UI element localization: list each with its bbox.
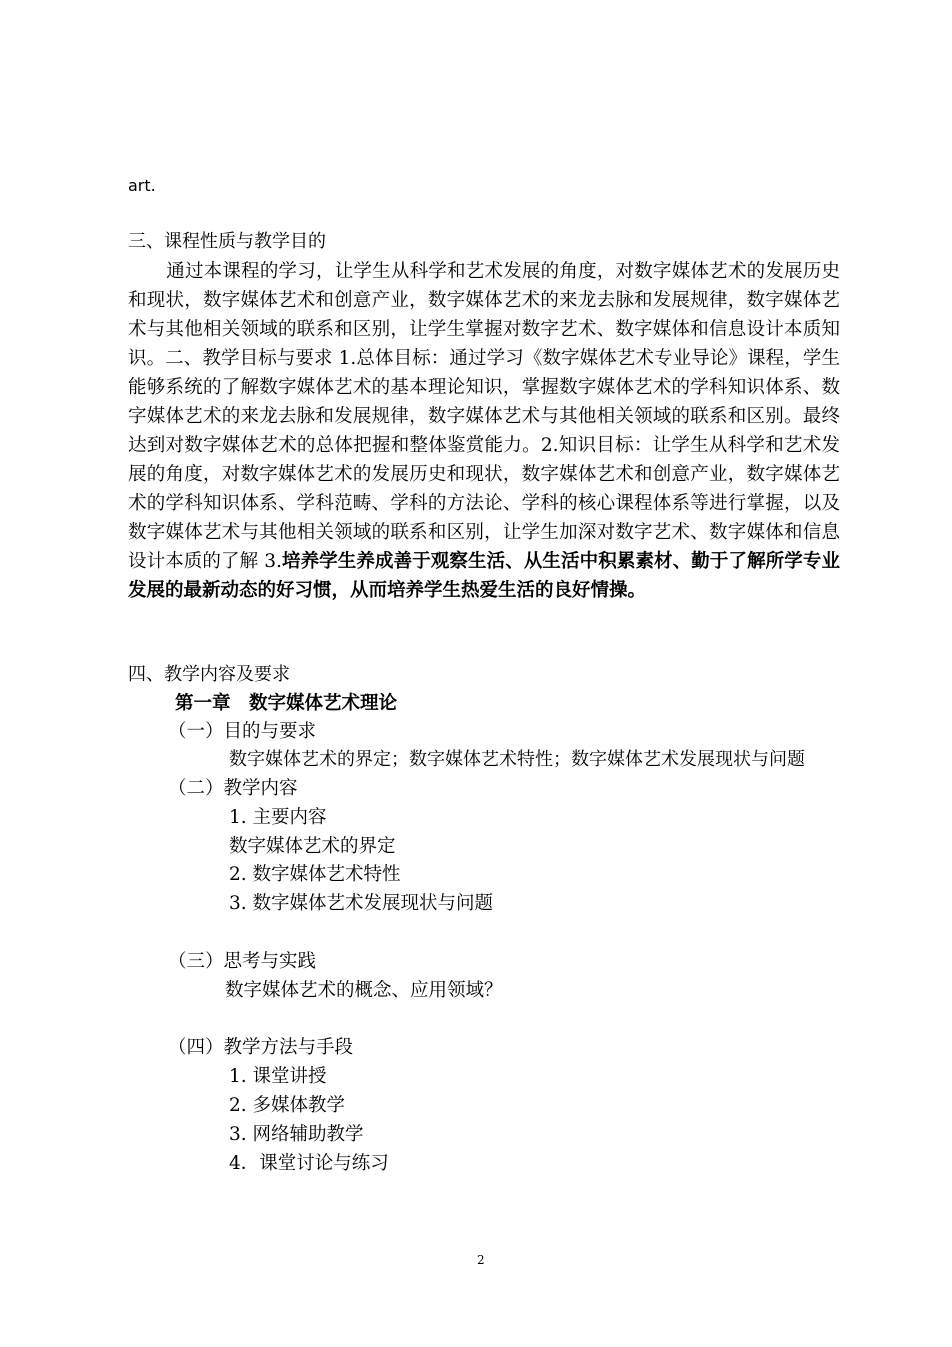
sub1-title: （一）目的与要求 <box>168 721 317 742</box>
section3-paragraph <box>128 257 840 605</box>
section3-paragraph-bold-text: 培养学生养成善于观察生活、从生活中积累素材、勤于了解所学专业发展的最新动态的好习惯，从而培养学生热爱生活的良好情操。 <box>128 551 840 601</box>
sub4-item: 2. 多媒体教学 <box>229 1095 346 1116</box>
section4-heading: 四、教学内容及要求 <box>128 664 290 685</box>
sub2-item: 3. 数字媒体艺术发展现状与问题 <box>229 893 494 914</box>
sub4-title: （四）教学方法与手段 <box>168 1037 354 1058</box>
page-number: 2 <box>477 1253 485 1267</box>
sub2-item: 2. 数字媒体艺术特性 <box>229 864 401 885</box>
sub4-item: 3. 网络辅助教学 <box>229 1124 364 1145</box>
sub3-title: （三）思考与实践 <box>168 951 317 972</box>
sub2-title: （二）教学内容 <box>168 778 298 799</box>
chapter-title: 第一章 数字媒体艺术理论 <box>175 693 398 714</box>
sub4-item: 4．课堂讨论与练习 <box>229 1153 389 1174</box>
top-fragment: art. <box>128 176 156 195</box>
sub2-item: 1. 主要内容 <box>229 807 327 828</box>
sub2-item: 数字媒体艺术的界定 <box>229 836 396 857</box>
sub3-content: 数字媒体艺术的概念、应用领域？ <box>225 980 503 1001</box>
section3-paragraph-text: 通过本课程的学习，让学生从科学和艺术发展的角度，对数字媒体艺术的发展历史和现状，数字媒体艺术和创意产业，数字媒体艺术的来龙去脉和发展规律，数字媒体艺术与其他相关领域的联系和区别，让学生掌握对数字艺术、数字媒体和信息设计本质知识。二、教学目标与要求 1.总体目标：通过学习《数字媒体艺术专业导论》课程，学生能够系统的了解数字媒体艺术的基本理论知识，掌握数字媒体艺术的学科知识体系、数字媒体艺术的来龙去脉和发展规律，数字媒体艺术与其他相关领域的联系和区别。最终达到对数字媒体艺术的总体把握和整体鉴赏能力。2.知识目标：让学生从科学和艺术发展的角度，对数字媒体艺术的发展历史和现状，数字媒体艺术和创意产业，数字媒体艺术的学科知识体系、学科范畴、学科的方法论、学科的核心课程体系等进行掌握，以及数字媒体艺术与其他相关领域的联系和区别，让学生加深对数字艺术、数字媒体和信息设计本质的了解 3. <box>128 261 840 572</box>
sub1-content: 数字媒体艺术的界定；数字媒体艺术特性；数字媒体艺术发展现状与问题 <box>229 749 805 770</box>
sub4-item: 1. 课堂讲授 <box>229 1066 327 1087</box>
section3-heading: 三、课程性质与教学目的 <box>128 231 326 252</box>
